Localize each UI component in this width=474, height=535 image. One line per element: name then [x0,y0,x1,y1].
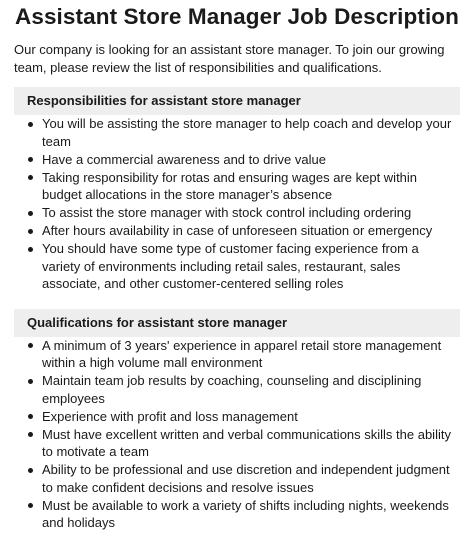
list-item: Must have excellent written and verbal communications skills the ability to motivate a team [14,426,460,461]
list-item: Must be available to work a variety of shifts including nights, weekends and holidays [14,497,460,532]
list-item: Ability to be professional and use discretion and independent judgment to make confident decisions and resolve issues [14,461,460,496]
responsibilities-heading: Responsibilities for assistant store manager [14,87,460,115]
list-item: After hours availability in case of unforeseen situation or emergency [14,222,460,240]
list-item: Have a commercial awareness and to drive value [14,151,460,169]
intro-paragraph: Our company is looking for an assistant store manager. To join our growing team, please review the list of responsibilities and qualifications. [14,42,445,75]
page-title: Assistant Store Manager Job Description [14,4,459,29]
qualifications-list [14,337,460,532]
list-item: You will be assisting the store manager to help coach and develop your team [14,115,460,150]
list-item: To assist the store manager with stock control including ordering [14,204,460,222]
qualifications-heading: Qualifications for assistant store manager [14,309,460,337]
list-item: Taking responsibility for rotas and ensuring wages are kept within budget allocations in the store manager’s absence [14,169,460,204]
responsibilities-list [14,115,460,293]
list-item: You should have some type of customer facing experience from a variety of environments including retail sales, restaurant, sales associate, and other customer-centered selling roles [14,240,460,293]
list-item: Maintain team job results by coaching, counseling and disciplining employees [14,372,460,407]
list-item: A minimum of 3 years' experience in apparel retail store management within a high volume mall environment [14,337,460,372]
list-item: Experience with profit and loss management [14,408,460,426]
